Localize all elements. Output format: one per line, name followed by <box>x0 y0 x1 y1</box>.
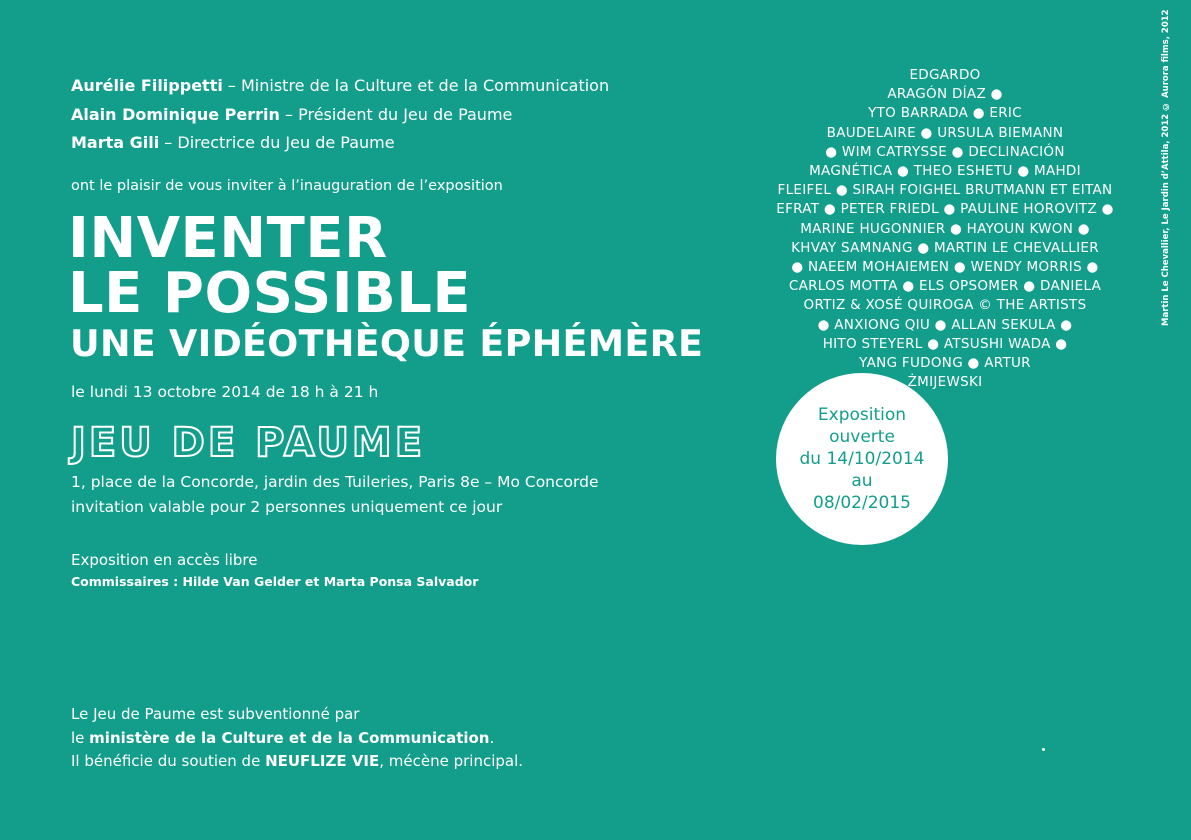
artists-line: EFRAT ● PETER FRIEDL ● PAULINE HOROVITZ ● <box>776 201 1114 218</box>
host-role: – Directrice du Jeu de Paume <box>159 133 395 152</box>
venue-logo: JEU DE PAUME <box>71 420 426 466</box>
artists-line: ● NAEEM MOHAIEMEN ● WENDY MORRIS ● <box>791 259 1099 276</box>
host-role: – Président du Jeu de Paume <box>279 104 513 124</box>
artists-line: ● ANXIONG QIU ● ALLAN SEKULA ● <box>817 316 1073 333</box>
validity-line: invitation valable pour 2 personnes uniquement ce jour <box>71 498 503 516</box>
artists-line: YANG FUDONG ● ARTUR <box>859 355 1031 372</box>
host-name: Marta Gili <box>71 133 160 152</box>
artists-list <box>770 66 1120 392</box>
artists-line: YTO BARRADA ● ERIC <box>868 105 1022 122</box>
dates-line: au <box>851 471 873 491</box>
artists-line: ŻMIJEWSKI <box>907 374 983 391</box>
host-name: Aurélie Filippetti <box>71 76 223 95</box>
funding-text: . <box>489 728 495 747</box>
artists-line: HITO STEYERL ● ATSUSHI WADA ● <box>822 335 1068 352</box>
artists-line: ARAGÓN DÍAZ ● <box>887 86 1003 103</box>
host-line <box>71 129 609 158</box>
artists-line: CARLOS MOTTA ● ELS OPSOMER ● DANIELA <box>788 278 1102 295</box>
artists-line: EDGARDO <box>909 67 981 83</box>
title-line-2: LE POSSIBLE <box>68 261 472 326</box>
sponsor-name: NEUFLIZE VIE <box>265 752 380 770</box>
decorative-dot <box>1042 748 1045 751</box>
artists-line: BAUDELAIRE ● URSULA BIEMANN <box>826 124 1064 141</box>
funding-line-1: Le Jeu de Paume est subventionné par <box>71 705 360 723</box>
address-block <box>71 470 598 520</box>
hosts-block <box>71 72 609 158</box>
host-line <box>71 72 609 101</box>
artists-line: KHVAY SAMNANG ● MARTIN LE CHEVALLIER <box>791 239 1099 256</box>
event-date: le lundi 13 octobre 2014 de 18 h à 21 h <box>71 383 379 401</box>
dates-line: Exposition <box>817 405 907 425</box>
host-name: Alain Dominique Perrin <box>71 104 280 124</box>
funding-text: , mécène principal. <box>379 752 524 770</box>
exhibition-dates <box>787 404 937 514</box>
artists-line: MARINE HUGONNIER ● HAYOUN KWON ● <box>800 220 1090 237</box>
invitation-text: ont le plaisir de vous inviter à l’inauguration de l’exposition <box>71 178 503 194</box>
artists-line: FLEIFEL ● SIRAH FOIGHEL BRUTMANN ET EITAN <box>777 182 1113 199</box>
exhibition-dates-circle <box>776 373 948 545</box>
host-role: – Ministre de la Culture et de la Communication <box>222 76 610 95</box>
image-credit: Martin Le Chevallier, Le Jardin d’Attila, 2012 © Aurora films, 2012 <box>1161 9 1171 326</box>
artists-line: ORTIZ & XOSÉ QUIROGA © THE ARTISTS <box>803 297 1087 314</box>
host-line <box>71 101 609 130</box>
funding-block <box>71 703 523 774</box>
funding-line-2 <box>71 727 523 751</box>
address-line: 1, place de la Concorde, jardin des Tuileries, Paris 8e – Mo Concorde <box>71 473 599 491</box>
ministry-name: ministère de la Culture et de la Communication <box>89 728 490 747</box>
artists-line: MAGNÉTICA ● THEO ESHETU ● MAHDI <box>809 163 1081 180</box>
title-line-1: INVENTER <box>68 206 388 271</box>
curators: Commissaires : Hilde Van Gelder et Marta Ponsa Salvador <box>71 574 479 589</box>
free-access: Exposition en accès libre <box>71 551 258 569</box>
dates-line: ouverte <box>829 427 895 447</box>
funding-text: Il bénéficie du soutien de <box>71 752 266 770</box>
title-line-3: UNE VIDÉOTHÈQUE ÉPHÉMÈRE <box>70 322 704 365</box>
dates-line: du 14/10/2014 <box>799 449 925 469</box>
funding-line-3 <box>71 750 523 774</box>
funding-text: le <box>71 728 90 747</box>
dates-line: 08/02/2015 <box>813 493 911 513</box>
artists-line: ● WIM CATRYSSE ● DECLINACIÓN <box>825 143 1065 160</box>
